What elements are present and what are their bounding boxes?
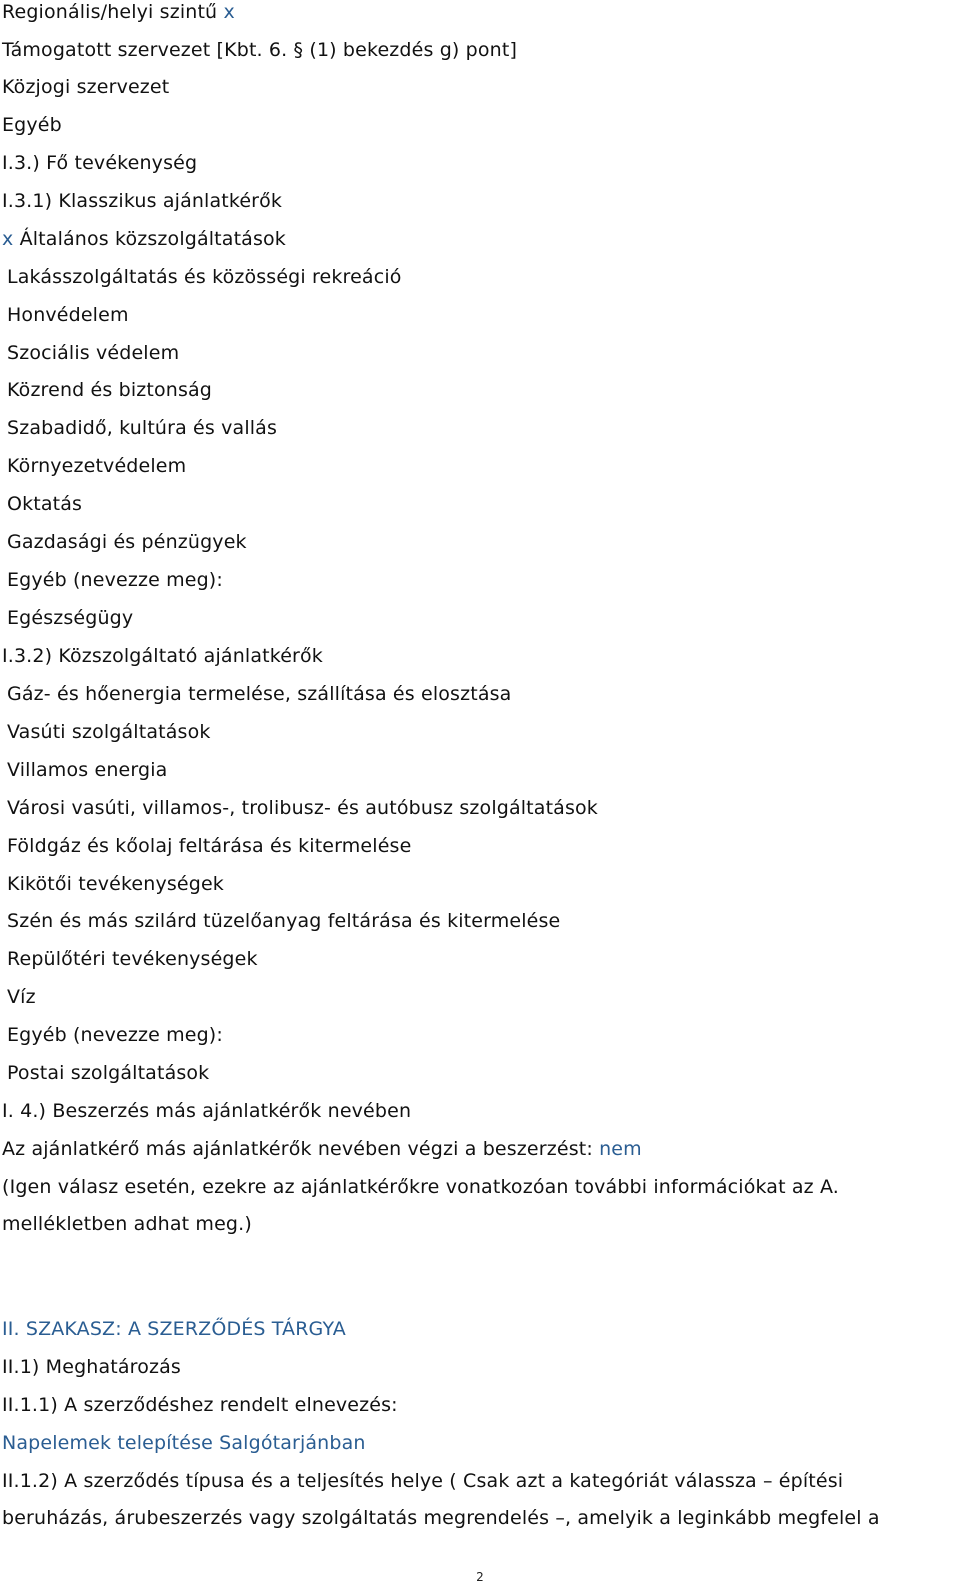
utility-item-port: Kikötői tevékenységek [7,873,224,895]
classic-item-economic-financial: Gazdasági és pénzügyek [7,531,247,553]
utility-item-airport: Repülőtéri tevékenységek [7,948,258,970]
procurement-on-behalf-question [2,1137,642,1161]
procurement-note-line1: (Igen válasz esetén, ezekre az ajánlatkérőkre vonatkozóan további információkat az A. [2,1176,839,1198]
other-org-line: Egyéb [2,114,62,136]
classic-item-recreation-culture: Szabadidő, kultúra és vallás [7,417,278,439]
classic-item-defence: Honvédelem [7,304,129,326]
classic-item-label: Általános közszolgáltatások [19,228,286,250]
contract-title-value: Napelemek telepítése Salgótarjánban [2,1432,366,1454]
utility-item-railway: Vasúti szolgáltatások [7,721,211,743]
utility-item-coal: Szén és más szilárd tüzelőanyag feltárása és kitermelése [7,910,561,932]
classic-item-health: Egészségügy [7,607,134,629]
classic-item-general-public-services [2,227,286,251]
contract-type-line2: beruházás, árubeszerzés vagy szolgáltatás megrendelés –, amelyik a leginkább megfelel a [2,1507,880,1529]
supported-org-line: Támogatott szervezet [Kbt. 6. § (1) bekezdés g) pont] [2,39,518,61]
definition-heading: II.1) Meghatározás [2,1356,181,1378]
regional-level-mark: x [223,1,235,23]
utility-item-water: Víz [7,986,36,1008]
main-activity-heading: I.3.) Fő tevékenység [2,152,198,174]
contract-title-label: II.1.1) A szerződéshez rendelt elnevezés: [2,1394,398,1416]
section-ii-heading: II. SZAKASZ: A SZERZŐDÉS TÁRGYA [2,1318,346,1340]
classic-item-public-order: Közrend és biztonság [7,379,212,401]
page-number: 2 [476,1570,484,1584]
regional-level-label: Regionális/helyi szintű [2,1,218,23]
utility-item-electricity: Villamos energia [7,759,168,781]
classic-item-social-protection: Szociális védelem [7,342,180,364]
procurement-question-text: Az ajánlatkérő más ajánlatkérők nevében végzi a beszerzést: [2,1138,593,1160]
classic-item-education: Oktatás [7,493,83,515]
classic-item-other: Egyéb (nevezze meg): [7,569,223,591]
classic-item-housing: Lakásszolgáltatás és közösségi rekreáció [7,266,402,288]
regional-level-line [2,0,235,24]
classic-selected-mark: x [2,228,14,250]
classic-item-environment: Környezetvédelem [7,455,187,477]
utility-contracting-heading: I.3.2) Közszolgáltató ajánlatkérők [2,645,323,667]
procurement-on-behalf-heading: I. 4.) Beszerzés más ajánlatkérők nevében [2,1100,412,1122]
utility-item-urban-transport: Városi vasúti, villamos-, trolibusz- és autóbusz szolgáltatások [7,797,598,819]
contract-type-line1: II.1.2) A szerződés típusa és a teljesítés helye ( Csak azt a kategóriát válassza – építési [2,1470,844,1492]
classic-contracting-heading: I.3.1) Klasszikus ajánlatkérők [2,190,283,212]
utility-item-gas-oil-exploration: Földgáz és kőolaj feltárása és kitermelése [7,835,412,857]
utility-item-other: Egyéb (nevezze meg): [7,1024,223,1046]
procurement-note-line2: mellékletben adhat meg.) [2,1213,252,1235]
public-org-line: Közjogi szervezet [2,76,170,98]
utility-item-postal: Postai szolgáltatások [7,1062,210,1084]
utility-item-gas-heat: Gáz- és hőenergia termelése, szállítása és elosztása [7,683,512,705]
procurement-answer: nem [599,1138,642,1160]
